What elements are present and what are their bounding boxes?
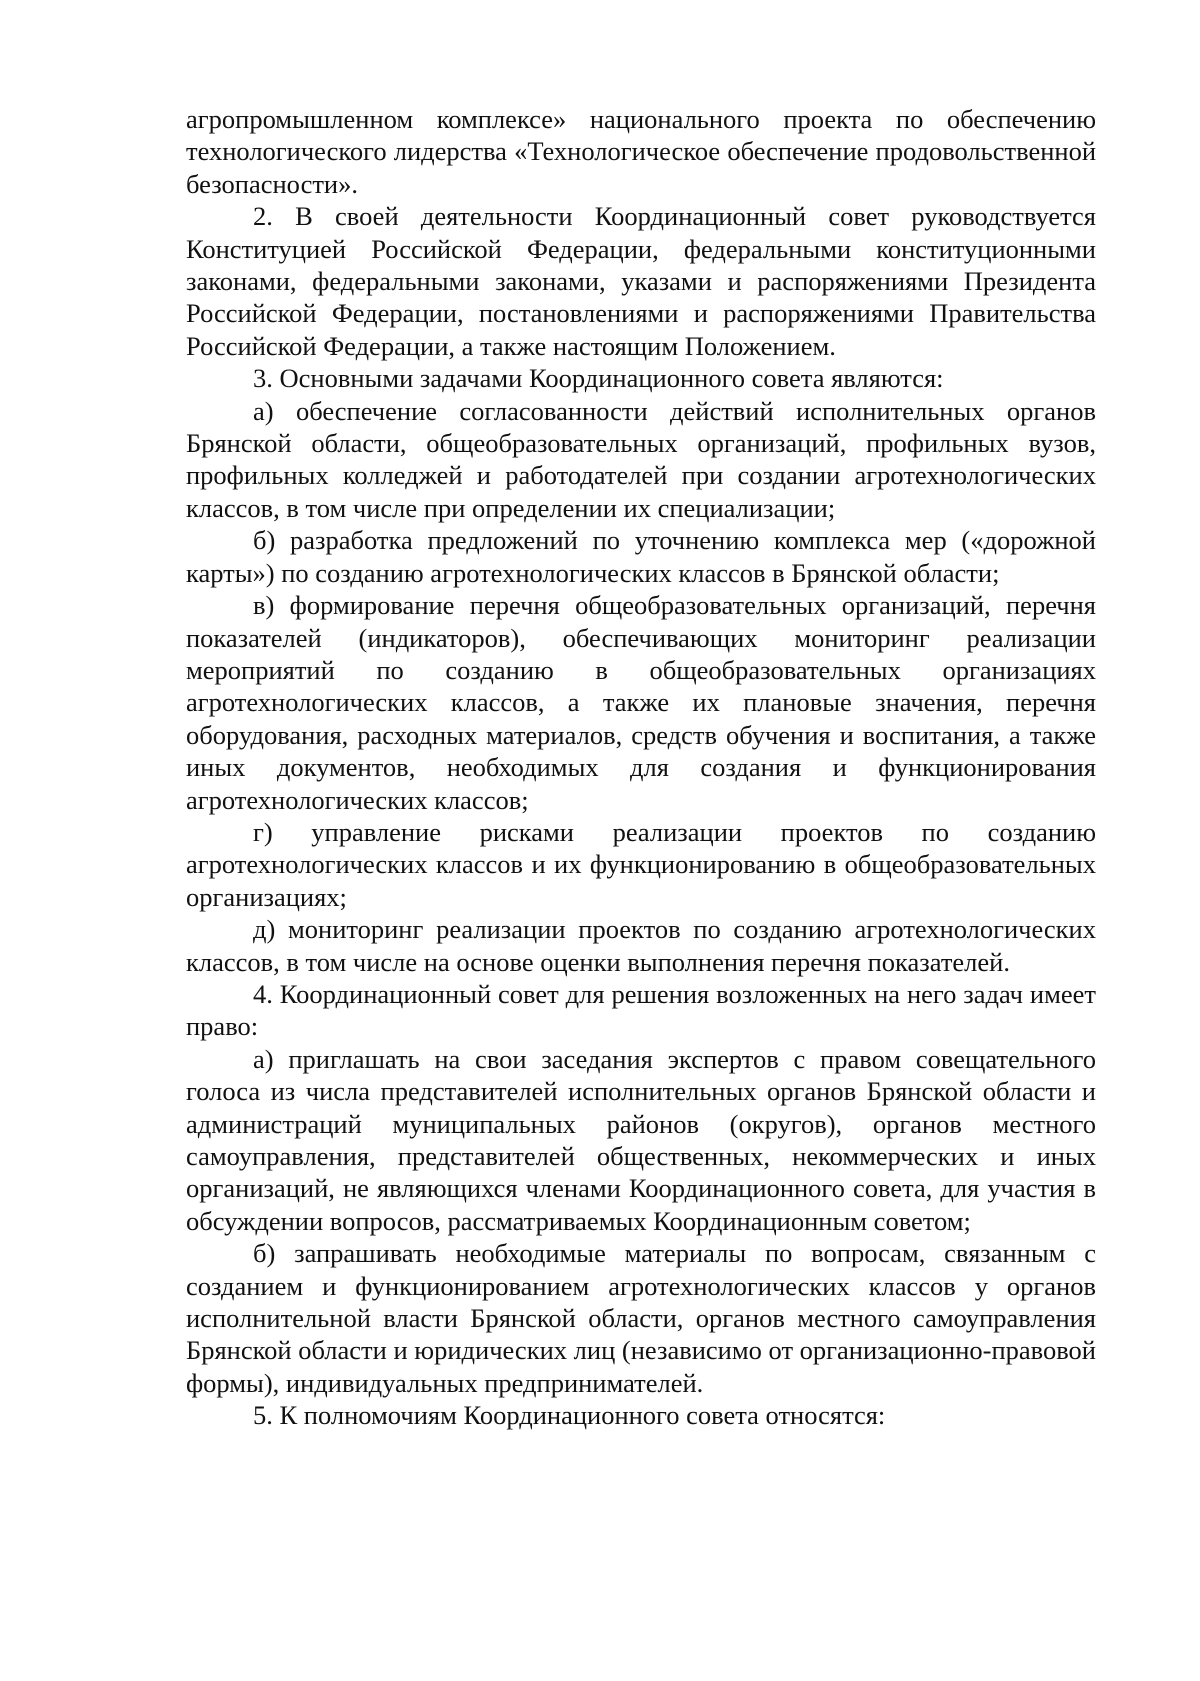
paragraph-item-3a: а) обеспечение согласованности действий исполнительных органов Брянской области, общеобразовательных организаций, профильных вузов, профильных колледжей и работодателей при создании агротехнологических классов, в том числе при определении их специализации;	[186, 395, 1096, 523]
paragraph-item-4a: а) приглашать на свои заседания экспертов с правом совещательного голоса из числа представителей исполнительных органов Брянской области и администраций муниципальных районов (округов), органов местного самоуправления, представителей общественных, некоммерческих и иных организаций, не являющихся членами Координационного совета, для участия в обсуждении вопросов, рассматриваемых Координационным советом;	[186, 1043, 1096, 1236]
document-body	[186, 103, 1096, 1432]
paragraph-item-3b: б) разработка предложений по уточнению комплекса мер («дорожной карты») по созданию агротехнологических классов в Брянской области;	[186, 525, 1096, 588]
paragraph-item-3: 3. Основными задачами Координационного совета являются:	[253, 363, 944, 394]
paragraph-item-2: 2. В своей деятельности Координационный совет руководствуется Конституцией Российской Федерации, федеральными конституционными законами, федеральными законами, указами и распоряжениями Президента Российской Федерации, постановлениями и распоряжениями Правительства Российской Федерации, а также настоящим Положением.	[186, 201, 1096, 361]
paragraph-item-5: 5. К полномочиям Координационного совета относятся:	[253, 1400, 886, 1431]
paragraph-continuation: агропромышленном комплексе» национального проекта по обеспечению технологического лидерства «Технологическое обеспечение продовольственной безопасности».	[186, 104, 1096, 199]
paragraph-item-3g: г) управление рисками реализации проектов по созданию агротехнологических классов и их функционированию в общеобразовательных организациях;	[186, 816, 1096, 912]
paragraph-item-3v: в) формирование перечня общеобразовательных организаций, перечня показателей (индикаторов), обеспечивающих мониторинг реализации мероприятий по созданию в общеобразовательных организациях агротехнологических классов, а также их плановые значения, перечня оборудования, расходных материалов, средств обучения и воспитания, а также иных документов, необходимых для создания и функционирования агротехнологических классов;	[186, 590, 1096, 815]
paragraph-item-4: 4. Координационный совет для решения возложенных на него задач имеет право:	[186, 978, 1096, 1042]
paragraph-item-4b: б) запрашивать необходимые материалы по вопросам, связанным с созданием и функционированием агротехнологических классов у органов исполнительной власти Брянской области, органов местного самоуправления Брянской области и юридических лиц (независимо от организационно-правовой формы), индивидуальных предпринимателей.	[186, 1238, 1096, 1398]
paragraph-item-3d: д) мониторинг реализации проектов по созданию агротехнологических классов, в том числе на основе оценки выполнения перечня показателей.	[186, 914, 1096, 977]
